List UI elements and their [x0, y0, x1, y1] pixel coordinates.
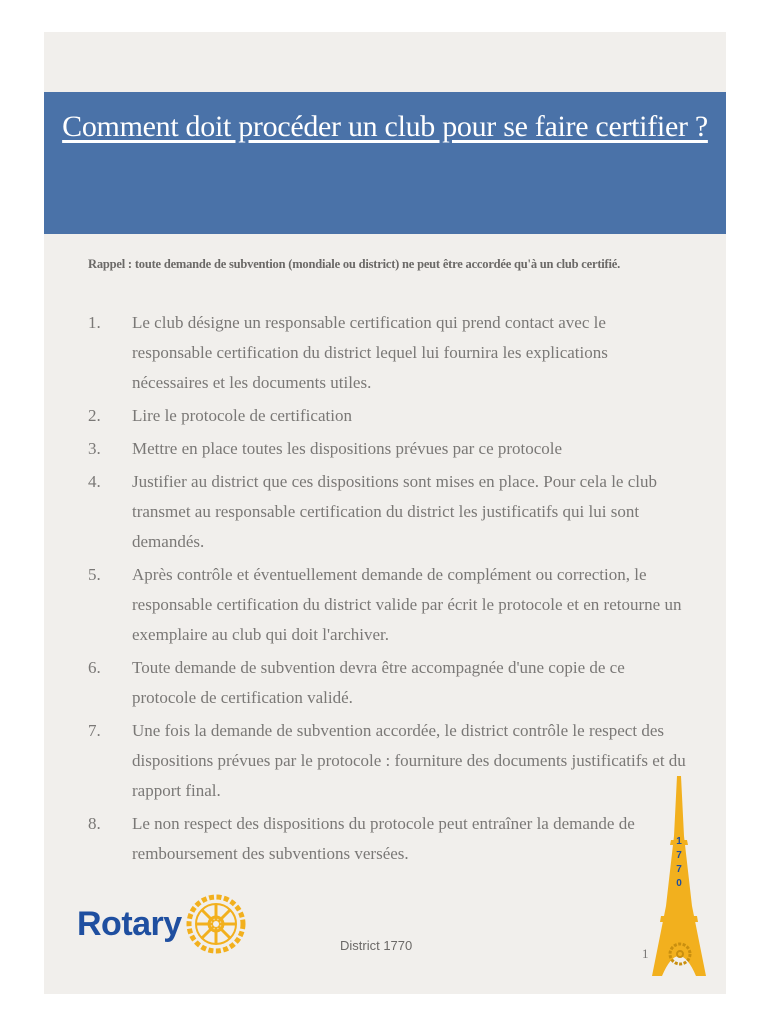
step-text: Mettre en place toutes les dispositions prévues par ce protocole — [132, 439, 563, 458]
slide — [44, 32, 726, 994]
step-text: Justifier au district que ces dispositions sont mises en place. Pour cela le club transmet au responsable certification du district les justificatifs qui lui sont demandés. — [132, 472, 657, 551]
slide-title: Comment doit procéder un club pour se faire certifier ? — [62, 110, 708, 143]
step-item — [88, 401, 688, 431]
step-text: Lire le protocole de certification — [132, 406, 352, 425]
step-item — [88, 434, 688, 464]
step-text: Le club désigne un responsable certification qui prend contact avec le responsable certification du district lequel lui fournira les explications nécessaires et les documents utiles. — [132, 313, 608, 392]
step-number: 1. — [88, 313, 101, 332]
page-number: 1 — [642, 946, 649, 961]
step-item — [88, 308, 688, 398]
rotary-wordmark: Rotary — [77, 904, 182, 943]
tower-digit: 0 — [676, 878, 682, 889]
step-item — [88, 653, 688, 713]
step-number: 8. — [88, 814, 101, 833]
tower-digit: 7 — [676, 864, 682, 875]
rotary-logo — [77, 892, 248, 956]
eiffel-tower-icon — [644, 776, 714, 976]
step-number: 6. — [88, 658, 101, 677]
step-item — [88, 467, 688, 557]
step-text: Toute demande de subvention devra être accompagnée d'une copie de ce protocole de certification validé. — [132, 658, 625, 707]
step-number: 3. — [88, 439, 101, 458]
step-text: Une fois la demande de subvention accordée, le district contrôle le respect des dispositions prévues par le protocole : fourniture des documents justificatifs et du rapport final. — [132, 721, 686, 800]
rotary-wheel-icon — [184, 892, 248, 956]
step-text: Le non respect des dispositions du protocole peut entraîner la demande de remboursement des subventions versées. — [132, 814, 635, 863]
step-number: 2. — [88, 406, 101, 425]
step-item — [88, 560, 688, 650]
step-text: Après contrôle et éventuellement demande de complément ou correction, le responsable certification du district valide par écrit le protocole et en retourne un exemplaire au club qui doit l'archiver. — [132, 565, 682, 644]
reminder-note: Rappel : toute demande de subvention (mondiale ou district) ne peut être accordée qu'à un club certifié. — [88, 257, 621, 271]
steps-list — [88, 308, 688, 872]
step-item — [88, 809, 688, 869]
step-item — [88, 716, 688, 806]
tower-digit: 7 — [676, 850, 682, 861]
step-number: 7. — [88, 721, 101, 740]
step-number: 5. — [88, 565, 101, 584]
footer-district: District 1770 — [340, 938, 413, 953]
step-number: 4. — [88, 472, 101, 491]
tower-digit: 1 — [676, 836, 682, 847]
